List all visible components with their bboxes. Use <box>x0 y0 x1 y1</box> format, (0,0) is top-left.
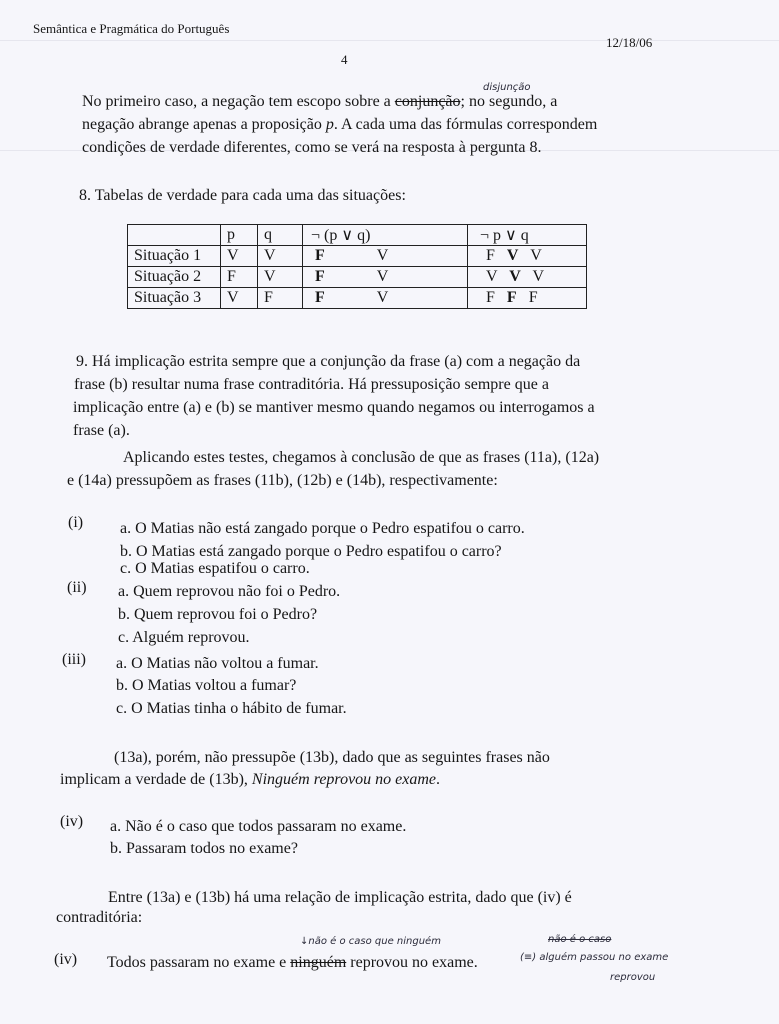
main-value: F <box>315 247 325 264</box>
table-cell <box>468 288 587 309</box>
para13-text: . <box>436 771 441 788</box>
table-header-cell <box>128 225 221 246</box>
example-number: (ii) <box>67 579 87 596</box>
intro-line-3: condições de verdade diferentes, como se verá na resposta à pergunta 8. <box>82 139 542 156</box>
example-item: a. Não é o caso que todos passaram no exame. <box>110 818 407 835</box>
table-value: V <box>486 268 499 285</box>
intro-text: . A cada uma das fórmulas correspondem <box>333 116 598 133</box>
q9-para2-line-1: Aplicando estes testes, chegamos à conclusão de que as frases (11a), (12a) <box>123 449 600 466</box>
intro-variable: p <box>325 116 334 133</box>
para13-line-2 <box>60 768 440 791</box>
table-row <box>128 288 587 309</box>
situation-label: Situação 3 <box>128 288 221 309</box>
final-text: reprovou no exame. <box>350 954 478 971</box>
example-number: (iv) <box>54 951 78 968</box>
q9-para2-line-2: e (14a) pressupõem as frases (11b), (12b) e (14b), respectivamente: <box>67 472 498 489</box>
q9-line-4: frase (a). <box>73 422 130 439</box>
example-item: c. O Matias espatifou o carro. <box>120 560 310 577</box>
situation-label: Situação 1 <box>128 246 221 267</box>
entre-line-2: contraditória: <box>56 909 143 926</box>
table-value: F <box>486 247 496 264</box>
table-header-cell: p <box>221 225 258 246</box>
handwritten-struck-note: não é o caso <box>548 934 612 945</box>
table-header-cell: ¬ (p ∨ q) <box>303 225 468 246</box>
intro-text: ; no segundo, a <box>460 93 558 110</box>
example-item: a. O Matias não voltou a fumar. <box>116 655 319 672</box>
table-cell: F <box>221 267 258 288</box>
intro-line-2 <box>82 113 597 136</box>
scan-artifact <box>0 40 779 41</box>
table-value: V <box>530 247 543 264</box>
main-value: F <box>506 289 518 306</box>
table-cell <box>468 246 587 267</box>
para13-line-1: (13a), porém, não pressupõe (13b), dado que as seguintes frases não <box>114 749 550 766</box>
handwritten-note: reprovou <box>610 972 656 983</box>
q9-line-1: 9. Há implicação estrita sempre que a conjunção da frase (a) com a negação da <box>76 353 581 370</box>
struck-word: conjunção <box>394 93 461 110</box>
example-item: b. O Matias está zangado porque o Pedro espatifou o carro? <box>120 543 502 560</box>
handwritten-correction: disjunção <box>483 82 531 93</box>
intro-text: No primeiro caso, a negação tem escopo sobre a <box>82 93 391 110</box>
final-text: Todos passaram no exame e <box>107 954 287 971</box>
q9-line-2: frase (b) resultar numa frase contraditória. Há pressuposição sempre que a <box>74 376 549 393</box>
entre-line-1: Entre (13a) e (13b) há uma relação de implicação estrita, dado que (iv) é <box>108 889 572 906</box>
q9-line-3: implicação entre (a) e (b) se mantiver mesmo quando negamos ou interrogamos a <box>73 399 595 416</box>
table-header-cell: q <box>258 225 303 246</box>
example-item: a. Quem reprovou não foi o Pedro. <box>118 583 341 600</box>
example-number: (iv) <box>60 813 84 830</box>
handwritten-note: (≡) alguém passou no exame <box>520 952 669 963</box>
example-item: b. Quem reprovou foi o Pedro? <box>118 606 318 623</box>
question-8-title: 8. Tabelas de verdade para cada uma das situações: <box>79 187 406 204</box>
course-title: Semântica e Pragmática do Português <box>33 21 230 36</box>
table-value: F <box>486 289 496 306</box>
document-date: 12/18/06 <box>606 35 653 50</box>
handwritten-note: ↓não é o caso que ninguém <box>300 936 441 947</box>
table-value: V <box>532 268 546 285</box>
intro-line-1 <box>82 90 662 113</box>
table-value: V <box>376 268 389 285</box>
main-value: V <box>509 268 522 285</box>
para13-italic: Ninguém reprovou no exame <box>251 771 437 788</box>
table-cell: V <box>221 288 258 309</box>
table-row <box>128 267 587 288</box>
example-item: a. O Matias não está zangado porque o Pedro espatifou o carro. <box>120 520 525 537</box>
table-cell: V <box>258 246 303 267</box>
example-number: (iii) <box>62 651 86 668</box>
table-value: F <box>528 289 539 306</box>
page-number: 4 <box>341 52 348 67</box>
final-sentence <box>107 951 478 974</box>
example-item: c. Alguém reprovou. <box>118 629 250 646</box>
table-cell: V <box>258 267 303 288</box>
main-value: F <box>315 289 325 306</box>
table-cell <box>303 246 468 267</box>
table-cell: F <box>258 288 303 309</box>
table-header-cell: ¬ p ∨ q <box>468 225 587 246</box>
situation-label: Situação 2 <box>128 267 221 288</box>
table-value: V <box>376 289 389 306</box>
table-cell: V <box>221 246 258 267</box>
example-item: c. O Matias tinha o hábito de fumar. <box>116 700 347 717</box>
struck-word: ninguém <box>290 954 347 971</box>
example-item: b. O Matias voltou a fumar? <box>116 677 297 694</box>
example-number: (i) <box>68 514 84 531</box>
intro-text: negação abrange apenas a proposição <box>82 116 322 133</box>
table-cell <box>468 267 587 288</box>
table-header-row <box>128 225 587 246</box>
main-value: V <box>506 247 520 264</box>
para13-text: implicam a verdade de (13b), <box>60 771 248 788</box>
table-cell <box>303 288 468 309</box>
main-value: F <box>315 268 325 285</box>
example-item: b. Passaram todos no exame? <box>110 840 298 857</box>
truth-table <box>127 224 587 309</box>
table-cell <box>303 267 468 288</box>
table-row <box>128 246 587 267</box>
table-value: V <box>376 247 389 264</box>
